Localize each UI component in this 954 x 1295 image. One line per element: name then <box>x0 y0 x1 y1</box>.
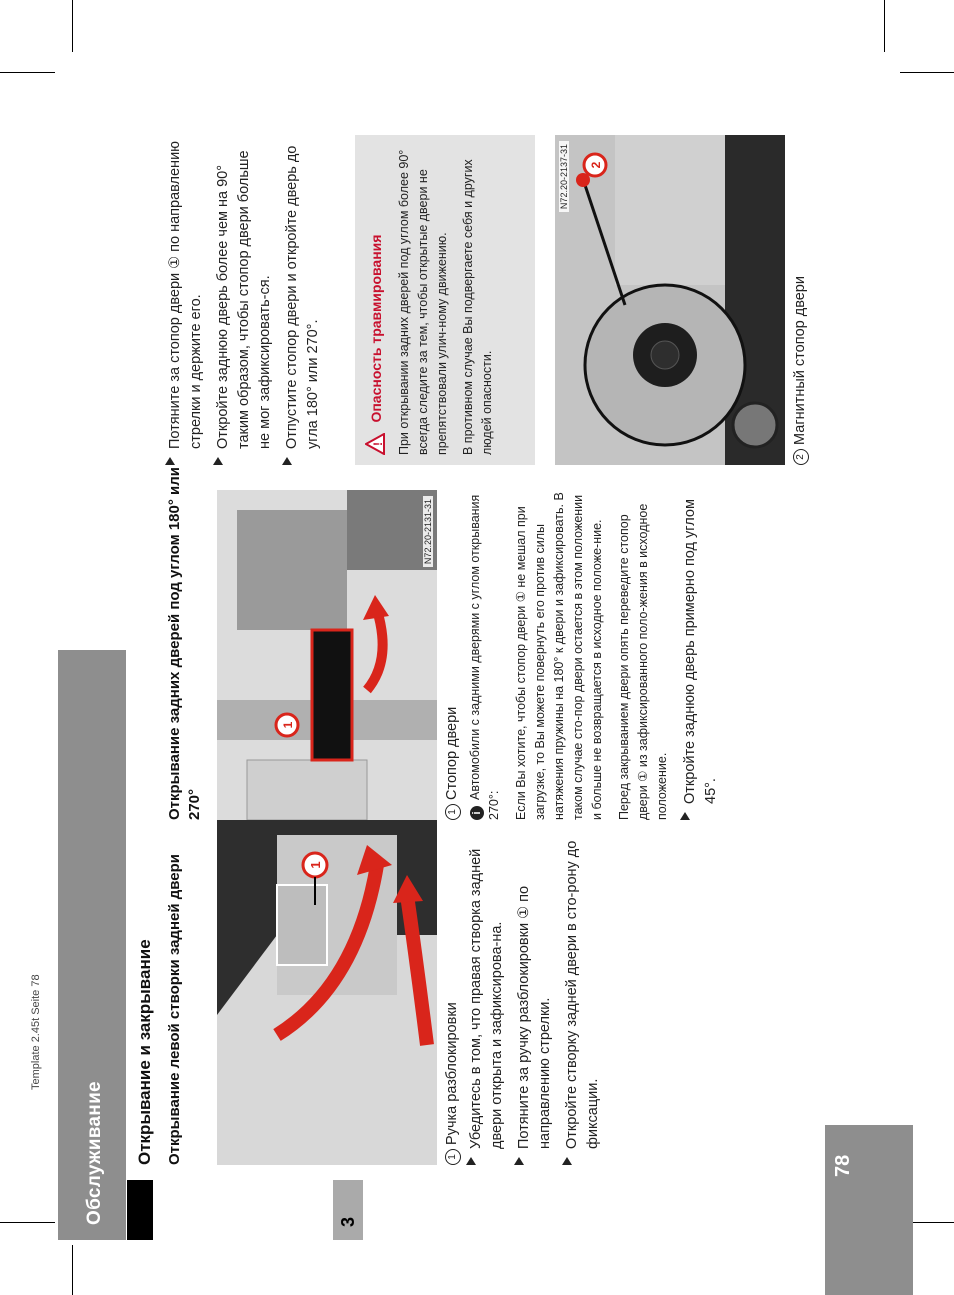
bullet-triangle-icon <box>514 1157 524 1165</box>
magnetic-stop-photo <box>555 135 785 465</box>
template-label: Template 2.45t Seite 78 <box>30 974 42 1090</box>
right-caption <box>790 135 811 465</box>
list-item: Потяните за стопор двери ① по направлению стрелки и держите его. <box>165 135 207 465</box>
warning-title: Опасность травмирования <box>368 234 384 423</box>
svg-text:1: 1 <box>308 861 323 869</box>
middle-caption <box>442 490 463 820</box>
door-stop-illustration <box>217 490 437 820</box>
svg-text:!: ! <box>371 442 385 446</box>
left-subheading: Открывание левой створки задней двери <box>166 853 183 1165</box>
info-note: iАвтомобили с задними дверями с углом открывания 270°: <box>468 494 501 820</box>
warning-text-2: В противном случае Вы подвергаете себя и других людей опасности. <box>461 159 494 455</box>
right-caption-text: Магнитный стопор двери <box>792 276 808 445</box>
list-item: Потяните за ручку разблокировки ① по направлению стрелки. <box>514 825 556 1165</box>
chapter-black-strip <box>127 1180 153 1240</box>
list-item: Откройте заднюю дверь примерно под углом 45°. <box>680 490 722 820</box>
bullet-triangle-icon <box>680 812 690 820</box>
middle-image-code: N72.20-2131-31 <box>423 496 433 567</box>
right-image-code: N72.20-2137-31 <box>559 141 569 212</box>
section-band-title: Обслуживание <box>84 1081 105 1225</box>
right-bullets <box>165 135 324 465</box>
list-item: Откройте створку задней двери в сто-рону до фиксации. <box>562 825 604 1165</box>
bullet-triangle-icon <box>282 457 292 465</box>
list-item: Откройте заднюю дверь более чем на 90° таким образом, чтобы стопор двери больше не мог зафиксировать-ся. <box>213 135 276 465</box>
list-item: Убедитесь в том, что правая створка задней двери открыта и зафиксирова-на. <box>466 825 508 1165</box>
svg-text:1: 1 <box>281 721 295 729</box>
bullet-triangle-icon <box>165 457 175 465</box>
bullet-triangle-icon <box>466 1157 476 1165</box>
middle-caption-text: Стопор двери <box>444 706 460 800</box>
caption-number-marker: 1 <box>445 1149 461 1165</box>
svg-text:2: 2 <box>589 161 603 169</box>
left-bullets <box>466 825 604 1165</box>
left-caption-text: Ручка разблокировки <box>444 1002 460 1145</box>
caption-number-marker: 1 <box>445 804 461 820</box>
bullet-triangle-icon <box>562 1157 572 1165</box>
bullet-triangle-icon <box>213 457 223 465</box>
door-stop-photo <box>217 490 437 820</box>
middle-para-1: Если Вы хотите, чтобы стопор двери ① не мешал при загрузке, то Вы можете повернуть его против силы натяжения пружины на 180° к двери и зафиксировать. В таком случае сто-пор двери остается в этом положении и больше не возвращается в исходное положе-ние. <box>514 492 604 820</box>
warning-triangle-icon <box>365 433 385 455</box>
middle-para-2: Перед закрыванием двери опять переведите стопор двери ① из зафиксированного поло-жения в исходное положение. <box>617 503 669 820</box>
page-number-box <box>825 1125 913 1295</box>
warning-text-1: При открывании задних дверей под углом более 90° всегда следите за тем, чтобы открытые двери не препятствовали улич-ному движению. <box>397 149 449 455</box>
list-item: Отпустите стопор двери и откройте дверь до угла 180° или 270°. <box>282 135 324 465</box>
middle-body <box>466 490 722 820</box>
magnetic-stop-illustration <box>555 135 785 465</box>
caption-number-marker: 2 <box>793 449 809 465</box>
info-icon: i <box>470 806 484 820</box>
warning-title-row <box>365 145 386 455</box>
main-heading: Открывание и закрывание <box>135 939 154 1165</box>
middle-subheading: Открывание задних дверей под углом 180° или 270° <box>166 467 203 820</box>
page-number: 78 <box>832 1154 854 1177</box>
chapter-number: 3 <box>338 1217 358 1228</box>
warning-box <box>355 135 535 465</box>
